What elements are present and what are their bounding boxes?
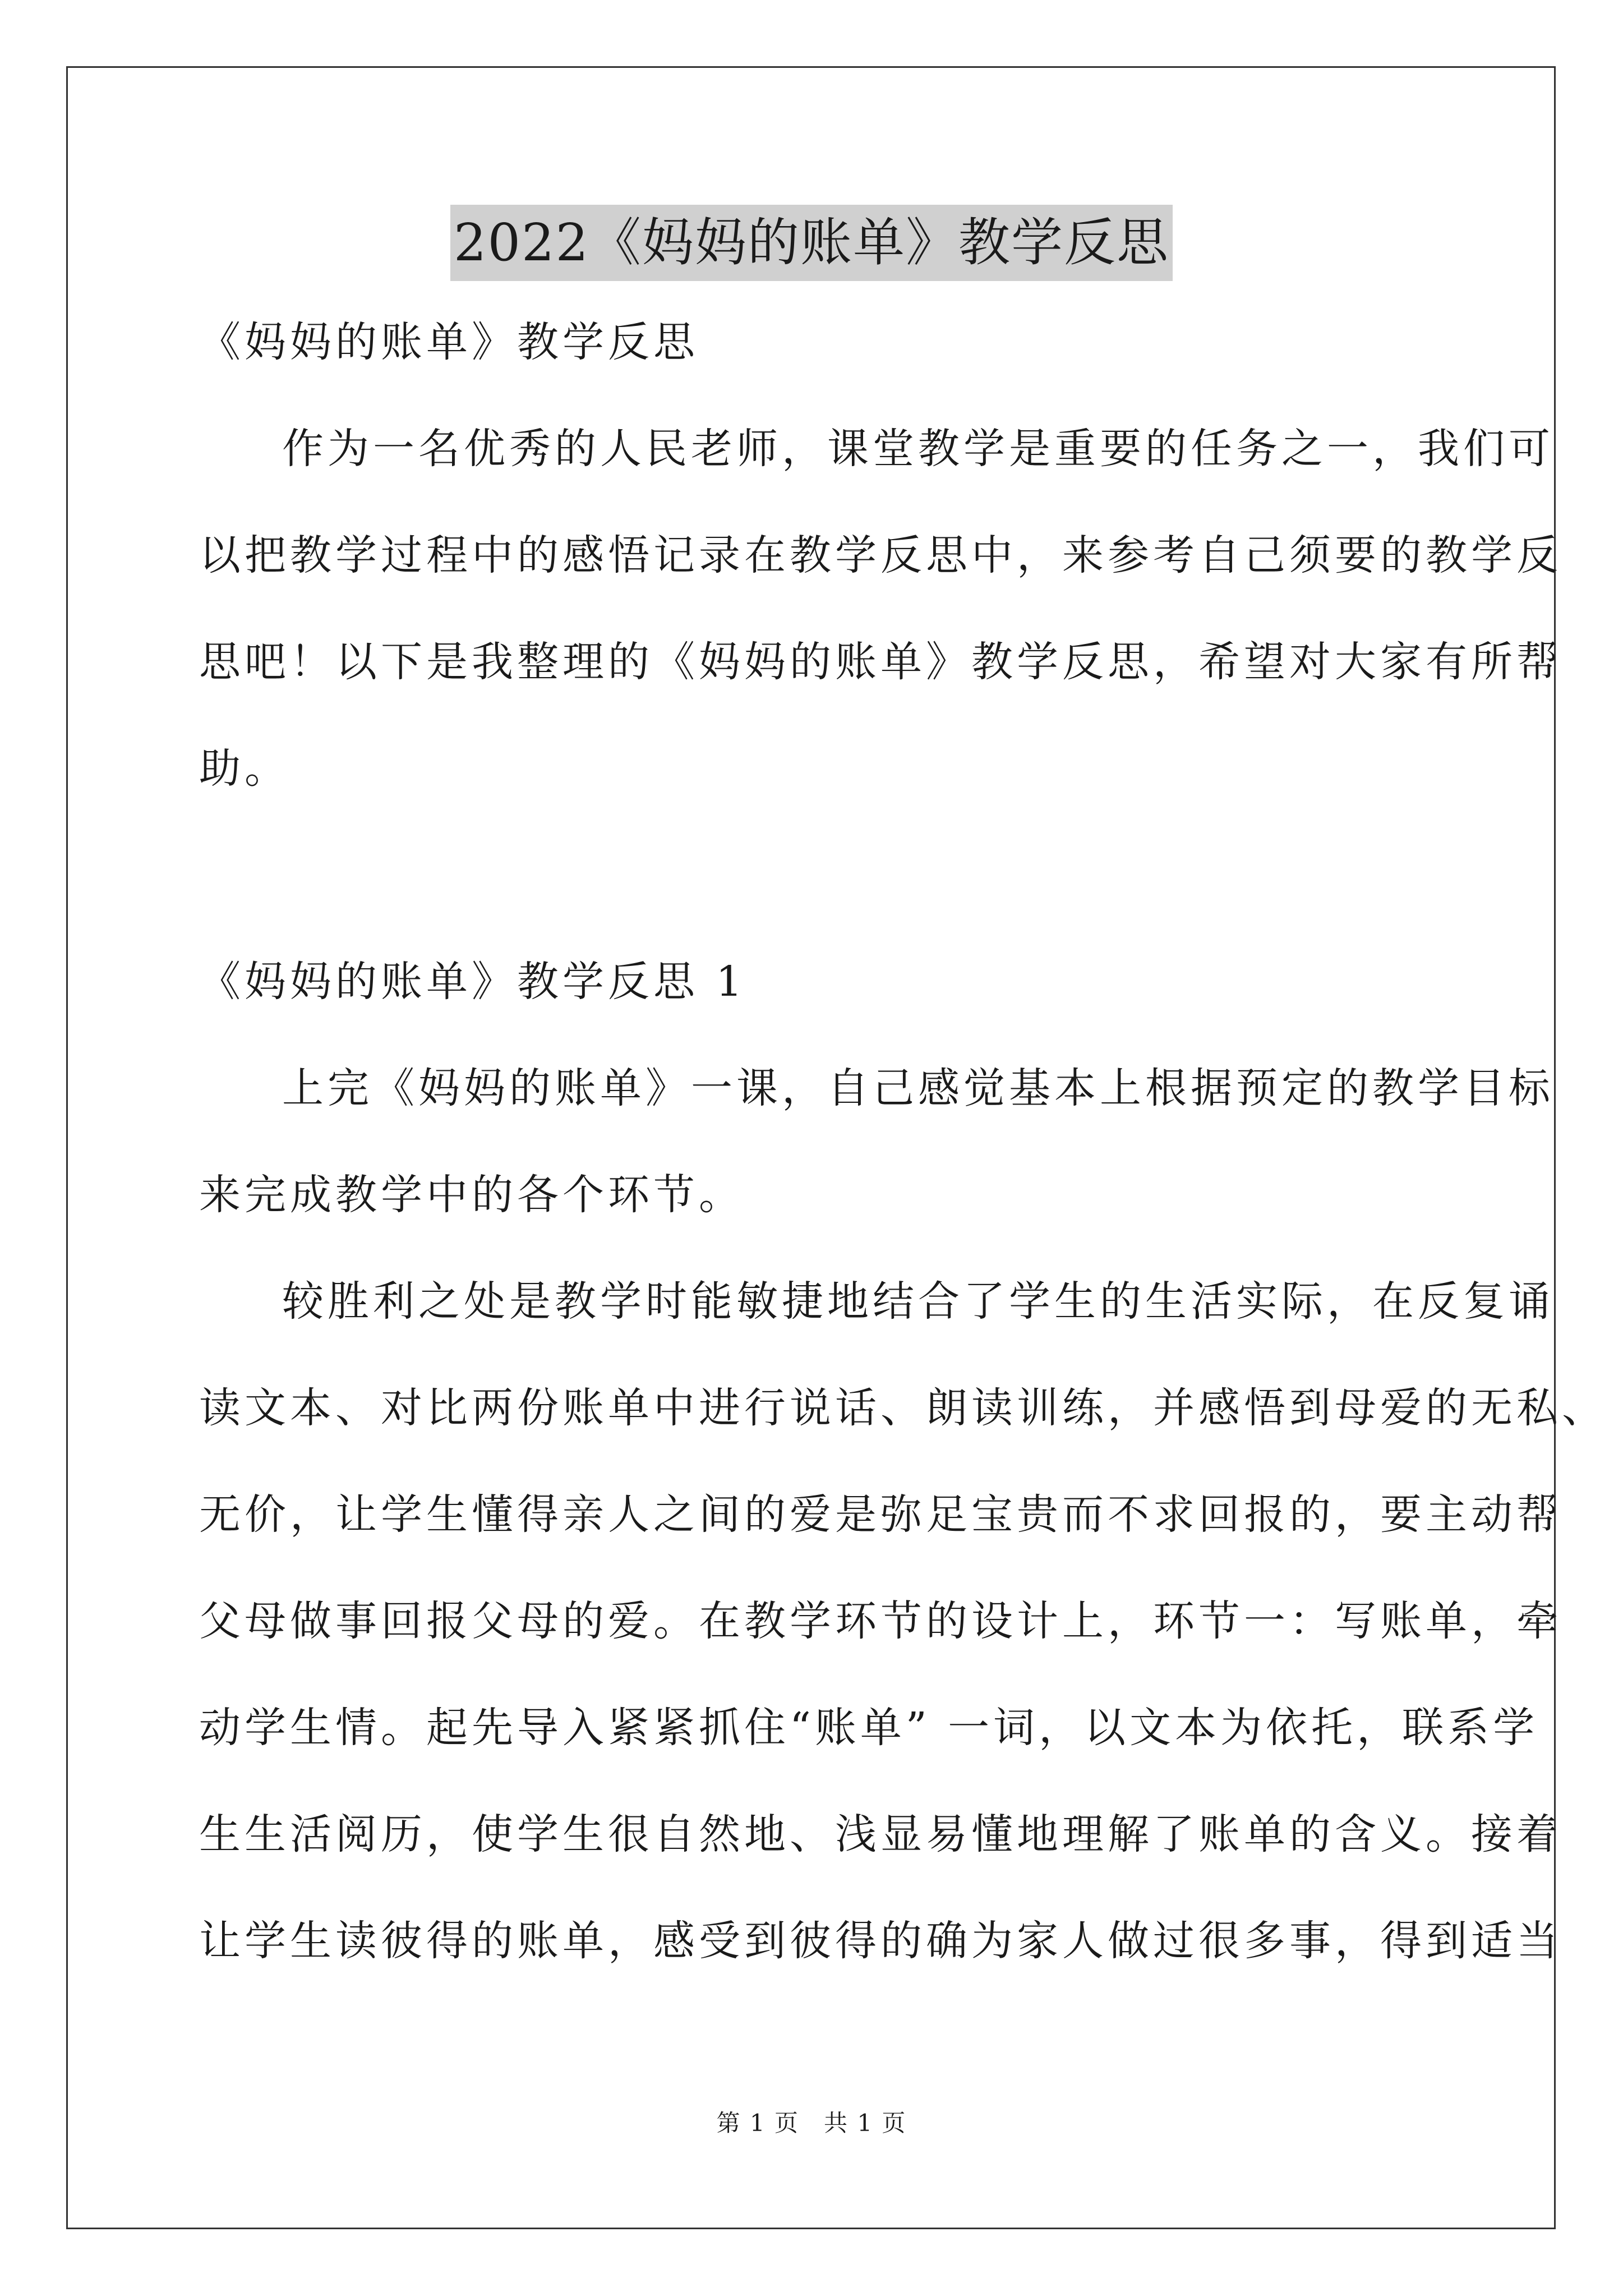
paragraph-line: 父母做事回报父母的爱。在教学环节的设计上，环节一：写账单，牵 bbox=[199, 1597, 1562, 1645]
page-border bbox=[66, 66, 1556, 2229]
intro-line: 作为一名优秀的人民老师，课堂教学是重要的任务之一，我们可 bbox=[282, 425, 1554, 473]
paragraph-line: 让学生读彼得的账单，感受到彼得的确为家人做过很多事，得到适当 bbox=[199, 1917, 1562, 1965]
intro-line: 以把教学过程中的感悟记录在教学反思中，来参考自己须要的教学反 bbox=[199, 531, 1562, 579]
intro-line: 助。 bbox=[199, 744, 290, 793]
title-container bbox=[0, 205, 1623, 281]
document-title: 2022《妈妈的账单》教学反思 bbox=[450, 205, 1173, 281]
paragraph-line: 上完《妈妈的账单》一课，自己感觉基本上根据预定的教学目标 bbox=[282, 1064, 1554, 1112]
paragraph-line: 来完成教学中的各个环节。 bbox=[199, 1171, 744, 1219]
section-heading: 《妈妈的账单》教学反思 1 bbox=[199, 958, 746, 1006]
page-footer: 第 1 页 共 1 页 bbox=[716, 2109, 907, 2137]
paragraph-line: 动学生情。起先导入紧紧抓住“账单” 一词，以文本为依托，联系学 bbox=[199, 1704, 1539, 1752]
paragraph-line: 生生活阅历，使学生很自然地、浅显易懂地理解了账单的含义。接着 bbox=[199, 1810, 1562, 1858]
paragraph-line: 较胜利之处是教学时能敏捷地结合了学生的生活实际，在反复诵 bbox=[282, 1277, 1554, 1326]
intro-line: 思吧！以下是我整理的《妈妈的账单》教学反思，希望对大家有所帮 bbox=[199, 638, 1562, 686]
paragraph-line: 读文本、对比两份账单中进行说话、朗读训练，并感悟到母爱的无私、 bbox=[199, 1384, 1607, 1432]
paragraph-line: 无价，让学生懂得亲人之间的爱是弥足宝贵而不求回报的，要主动帮 bbox=[199, 1490, 1562, 1539]
subtitle: 《妈妈的账单》教学反思 bbox=[199, 318, 699, 366]
